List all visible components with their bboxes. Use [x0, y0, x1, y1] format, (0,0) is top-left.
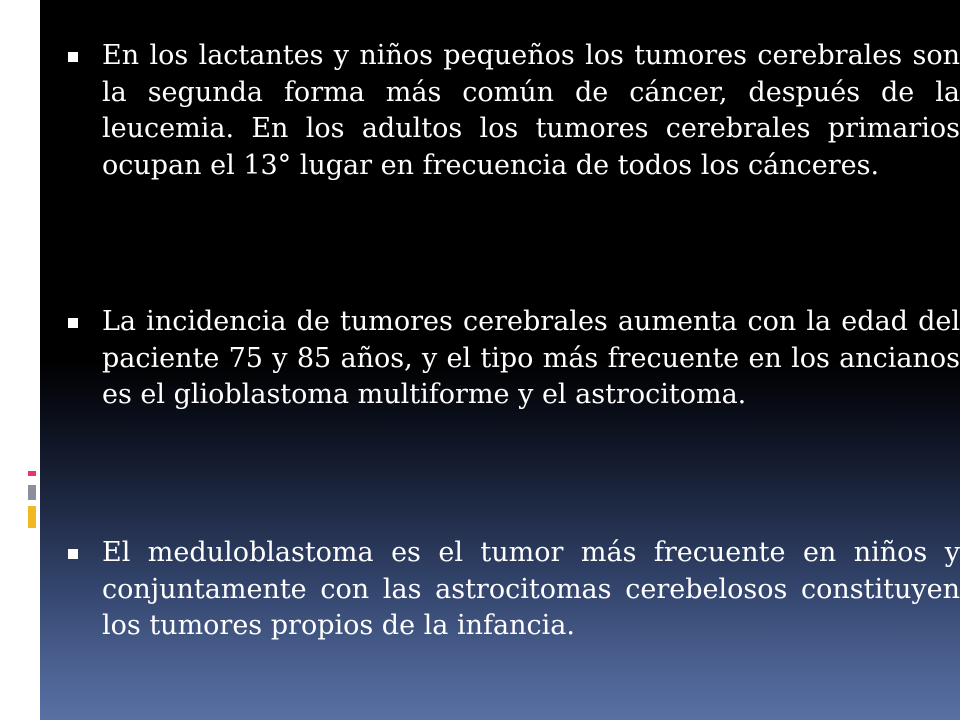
bullet-text-2: La incidencia de tumores cerebrales aumenta con la edad del paciente 75 y 85 años, y el tipo más frecuente en los ancianos es el glioblastoma multiforme y el astrocitoma. [102, 306, 960, 410]
accent-bar-yellow [28, 506, 36, 528]
bullet-text-1: En los lactantes y niños pequeños los tumores cerebrales son la segunda forma más común de cáncer, después de la leucemia. En los adultos los tumores cerebrales primarios ocupan el 13° lugar en frecuencia de todos los cánceres. [102, 40, 960, 181]
bullet-item-2 [62, 304, 960, 414]
accent-bar-pink [28, 471, 36, 476]
square-bullet-icon [68, 52, 78, 62]
square-bullet-icon [68, 549, 78, 559]
bullet-item-3 [62, 535, 960, 645]
square-bullet-icon [68, 318, 78, 328]
bullet-item-1 [62, 38, 960, 184]
accent-bar-gray [28, 485, 36, 500]
left-white-strip [0, 0, 40, 720]
bullet-text-3: El meduloblastoma es el tumor más frecuente en niños y conjuntamente con las astrocitomas cerebelosos constituyen los tumores propios de la infancia. [102, 537, 960, 641]
